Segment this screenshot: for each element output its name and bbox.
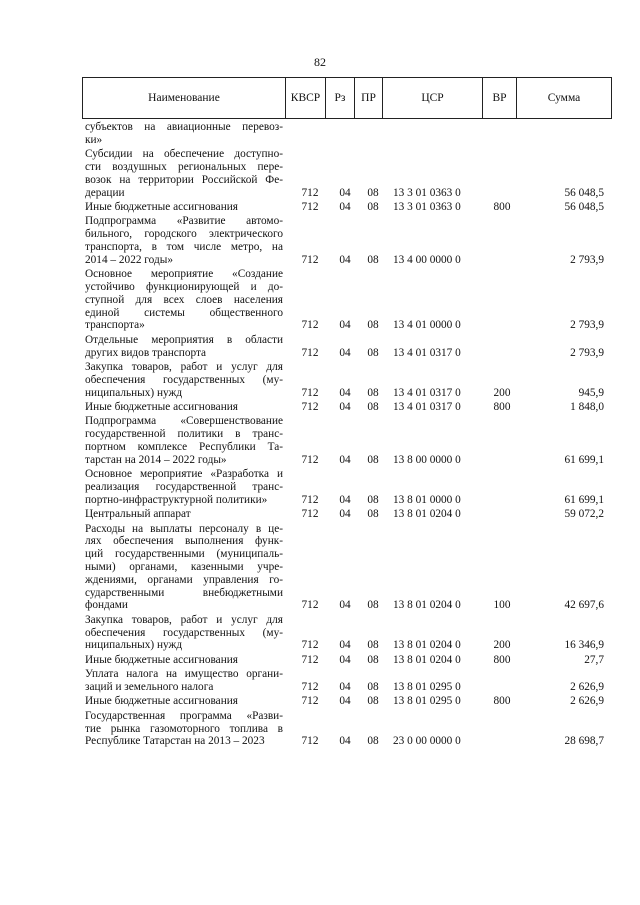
row-rz: 04 [339,346,351,359]
column-header-vr: ВР [483,78,517,118]
table-row [0,523,640,613]
table-row [0,468,640,506]
row-name-line: реализация государственной транс- [85,480,283,493]
row-name-line: фондами [85,599,128,612]
row-kvsr: 712 [301,599,319,612]
row-kvsr: 712 [301,508,319,521]
row-name-line: транспорта» [85,319,145,332]
row-name-line: 2014 – 2022 годы» [85,253,173,266]
row-name-line: Расходы на выплаты персоналу в це- [85,522,283,535]
table-row [0,710,640,748]
row-csr: 13 8 01 0204 0 [393,653,461,666]
row-rz: 04 [339,695,351,708]
row-vr: 800 [493,201,511,213]
row-pr: 08 [367,639,379,652]
row-name [85,710,283,748]
row-rz: 04 [339,386,351,399]
row-name-line: транспорта, в том числе метро, на [85,240,283,253]
row-name-line: единой системы общественного [85,306,283,319]
row-pr: 08 [367,508,379,521]
row-name-line: Подпрограмма «Развитие автомо- [85,215,283,228]
row-kvsr: 712 [301,186,319,199]
row-kvsr: 712 [301,695,319,708]
row-name-line: субъектов на авиационные перевоз- [85,121,283,133]
row-name [85,654,283,667]
table-row [0,695,640,708]
row-vr: 200 [493,639,511,652]
row-name-line: Закупка товаров, работ и услуг для [85,361,283,373]
row-kvsr: 712 [301,253,319,266]
table-row [0,508,640,521]
table-row [0,215,640,266]
row-kvsr: 712 [301,653,319,666]
row-csr: 23 0 00 0000 0 [393,735,461,748]
row-rz: 04 [339,253,351,266]
row-kvsr: 712 [301,201,319,213]
row-name [85,523,283,613]
row-name-line: портно-инфраструктурной политики» [85,493,268,506]
row-name [85,415,283,466]
row-vr: 800 [493,695,511,708]
row-csr: 13 4 01 0000 0 [393,319,461,332]
row-sum: 2 793,9 [570,319,604,332]
table-row [0,654,640,667]
table-row [0,334,640,360]
row-rz: 04 [339,599,351,612]
table-row [0,201,640,214]
column-header-kvsr: КВСР [286,78,326,118]
row-rz: 04 [339,680,351,693]
row-rz: 04 [339,453,351,466]
row-rz: 04 [339,735,351,748]
table-row [0,668,640,694]
row-pr: 08 [367,401,379,413]
row-name [85,695,283,708]
row-name [85,334,283,360]
row-kvsr: 712 [301,735,319,748]
row-kvsr: 712 [301,680,319,693]
row-csr: 13 4 01 0317 0 [393,346,461,359]
row-name-line: Основное мероприятие «Разработка и [85,468,283,481]
row-name-line: Отдельные мероприятия в области [85,333,283,346]
row-name-line: Иные бюджетные ассигнования [85,201,238,213]
row-kvsr: 712 [301,401,319,413]
row-sum: 61 699,1 [564,493,604,506]
row-name-line: заций и земельного налога [85,680,214,693]
row-name-line: тие рынка газомоторного топлива в [85,722,283,735]
row-rz: 04 [339,653,351,666]
row-name [85,268,283,332]
table-row [0,121,640,147]
row-name [85,361,283,399]
row-sum: 16 346,9 [564,639,604,652]
row-pr: 08 [367,186,379,199]
row-rz: 04 [339,186,351,199]
table-row [0,401,640,414]
row-pr: 08 [367,319,379,332]
row-name [85,614,283,652]
row-pr: 08 [367,201,379,213]
row-rz: 04 [339,493,351,506]
row-name-line: Государственная программа «Разви- [85,709,283,722]
row-name-line: Республике Татарстан на 2013 – 2023 [85,735,265,748]
row-pr: 08 [367,599,379,612]
row-sum: 56 048,5 [564,186,604,199]
row-kvsr: 712 [301,453,319,466]
column-header-name: Наименование [83,78,286,118]
row-sum: 56 048,5 [564,201,604,213]
row-name [85,148,283,199]
row-csr: 13 8 01 0295 0 [393,680,461,693]
column-header-sum: Сумма [547,92,581,104]
row-vr: 100 [493,599,511,612]
row-name-line: государственной политики в транс- [85,428,283,441]
row-sum: 2 793,9 [570,346,604,359]
row-csr: 13 4 01 0317 0 [393,401,461,413]
row-csr: 13 8 01 0204 0 [393,508,461,521]
row-sum: 42 697,6 [564,599,604,612]
row-pr: 08 [367,653,379,666]
row-name [85,201,283,214]
table-row [0,268,640,332]
row-csr: 13 8 01 0204 0 [393,639,461,652]
row-name-line: ниципальных) нужд [85,639,183,652]
column-header-pr: ПР [355,78,383,118]
row-pr: 08 [367,453,379,466]
row-pr: 08 [367,695,379,708]
row-rz: 04 [339,401,351,413]
row-name [85,468,283,506]
row-name-line: портном комплексе Республики Та- [85,440,283,453]
column-header-csr: ЦСР [383,78,483,118]
row-vr: 800 [493,401,511,413]
row-vr: 200 [493,386,511,399]
row-name-line: тарстан на 2014 – 2022 годы» [85,453,227,466]
row-name [85,215,283,266]
row-sum: 27,7 [584,653,604,666]
row-name-line: лях обеспечения выполнения функ- [85,535,283,548]
row-name-line: сти воздушных региональных пере- [85,160,283,173]
row-rz: 04 [339,319,351,332]
row-csr: 13 4 00 0000 0 [393,253,461,266]
row-csr: 13 4 01 0317 0 [393,386,461,399]
row-pr: 08 [367,493,379,506]
table-row [0,415,640,466]
row-kvsr: 712 [301,319,319,332]
row-name-line: обеспечения государственных (му- [85,373,283,386]
row-name [85,668,283,694]
row-name-line: бильного, городского электрического [85,228,283,241]
row-name-line: ниципальных) нужд [85,386,183,399]
row-name-line: ступной для всех слоев населения [85,293,283,306]
row-pr: 08 [367,346,379,359]
row-sum: 2 626,9 [570,680,604,693]
row-name-line: дерации [85,186,125,199]
row-kvsr: 712 [301,639,319,652]
row-kvsr: 712 [301,493,319,506]
row-name-line: Субсидии на обеспечение доступно- [85,148,283,161]
row-sum: 2 626,9 [570,695,604,708]
row-rz: 04 [339,201,351,213]
row-name-line: Закупка товаров, работ и услуг для [85,613,283,626]
row-name-line: ждениями, органами управления го- [85,573,283,586]
row-pr: 08 [367,386,379,399]
row-csr: 13 3 01 0363 0 [393,201,461,213]
row-sum: 945,9 [578,386,604,399]
table-row [0,361,640,399]
row-csr: 13 8 01 0000 0 [393,493,461,506]
row-kvsr: 712 [301,386,319,399]
row-pr: 08 [367,680,379,693]
row-name-line: ными) органами, казенными учре- [85,560,283,573]
table-row [0,148,640,199]
row-sum: 61 699,1 [564,453,604,466]
row-sum: 2 793,9 [570,253,604,266]
row-name-line: Подпрограмма «Совершенствование [85,415,283,428]
row-name [85,401,283,414]
row-rz: 04 [339,508,351,521]
row-csr: 13 8 01 0295 0 [393,695,461,708]
page-number: 82 [314,55,326,69]
row-sum: 59 072,2 [564,508,604,521]
row-csr: 13 8 00 0000 0 [393,453,461,466]
row-name-line: Основное мероприятие «Создание [85,268,283,281]
row-sum: 1 848,0 [570,401,604,413]
row-sum: 28 698,7 [564,735,604,748]
table-row [0,614,640,652]
row-pr: 08 [367,735,379,748]
row-vr: 800 [493,653,511,666]
row-name-line: возок на территории Российской Фе- [85,173,283,186]
row-rz: 04 [339,639,351,652]
row-name-line: сударственными внебюджетными [85,586,283,599]
row-pr: 08 [367,253,379,266]
row-csr: 13 8 01 0204 0 [393,599,461,612]
column-header-rz: Рз [326,78,355,118]
row-kvsr: 712 [301,346,319,359]
row-name-line: других видов транспорта [85,346,207,359]
row-name [85,508,283,521]
row-name-line: Иные бюджетные ассигнования [85,653,238,666]
row-name-line: устойчиво функционирующей и до- [85,280,283,293]
row-name-line: Центральный аппарат [85,508,191,521]
row-name-line: ки» [85,133,103,146]
row-name [85,121,283,147]
row-name-line: Иные бюджетные ассигнования [85,695,238,708]
row-csr: 13 3 01 0363 0 [393,186,461,199]
row-name-line: обеспечения государственных (му- [85,626,283,639]
row-name-line: Уплата налога на имущество органи- [85,668,283,681]
row-name-line: Иные бюджетные ассигнования [85,401,238,413]
row-name-line: ций государственными (муниципаль- [85,548,283,561]
